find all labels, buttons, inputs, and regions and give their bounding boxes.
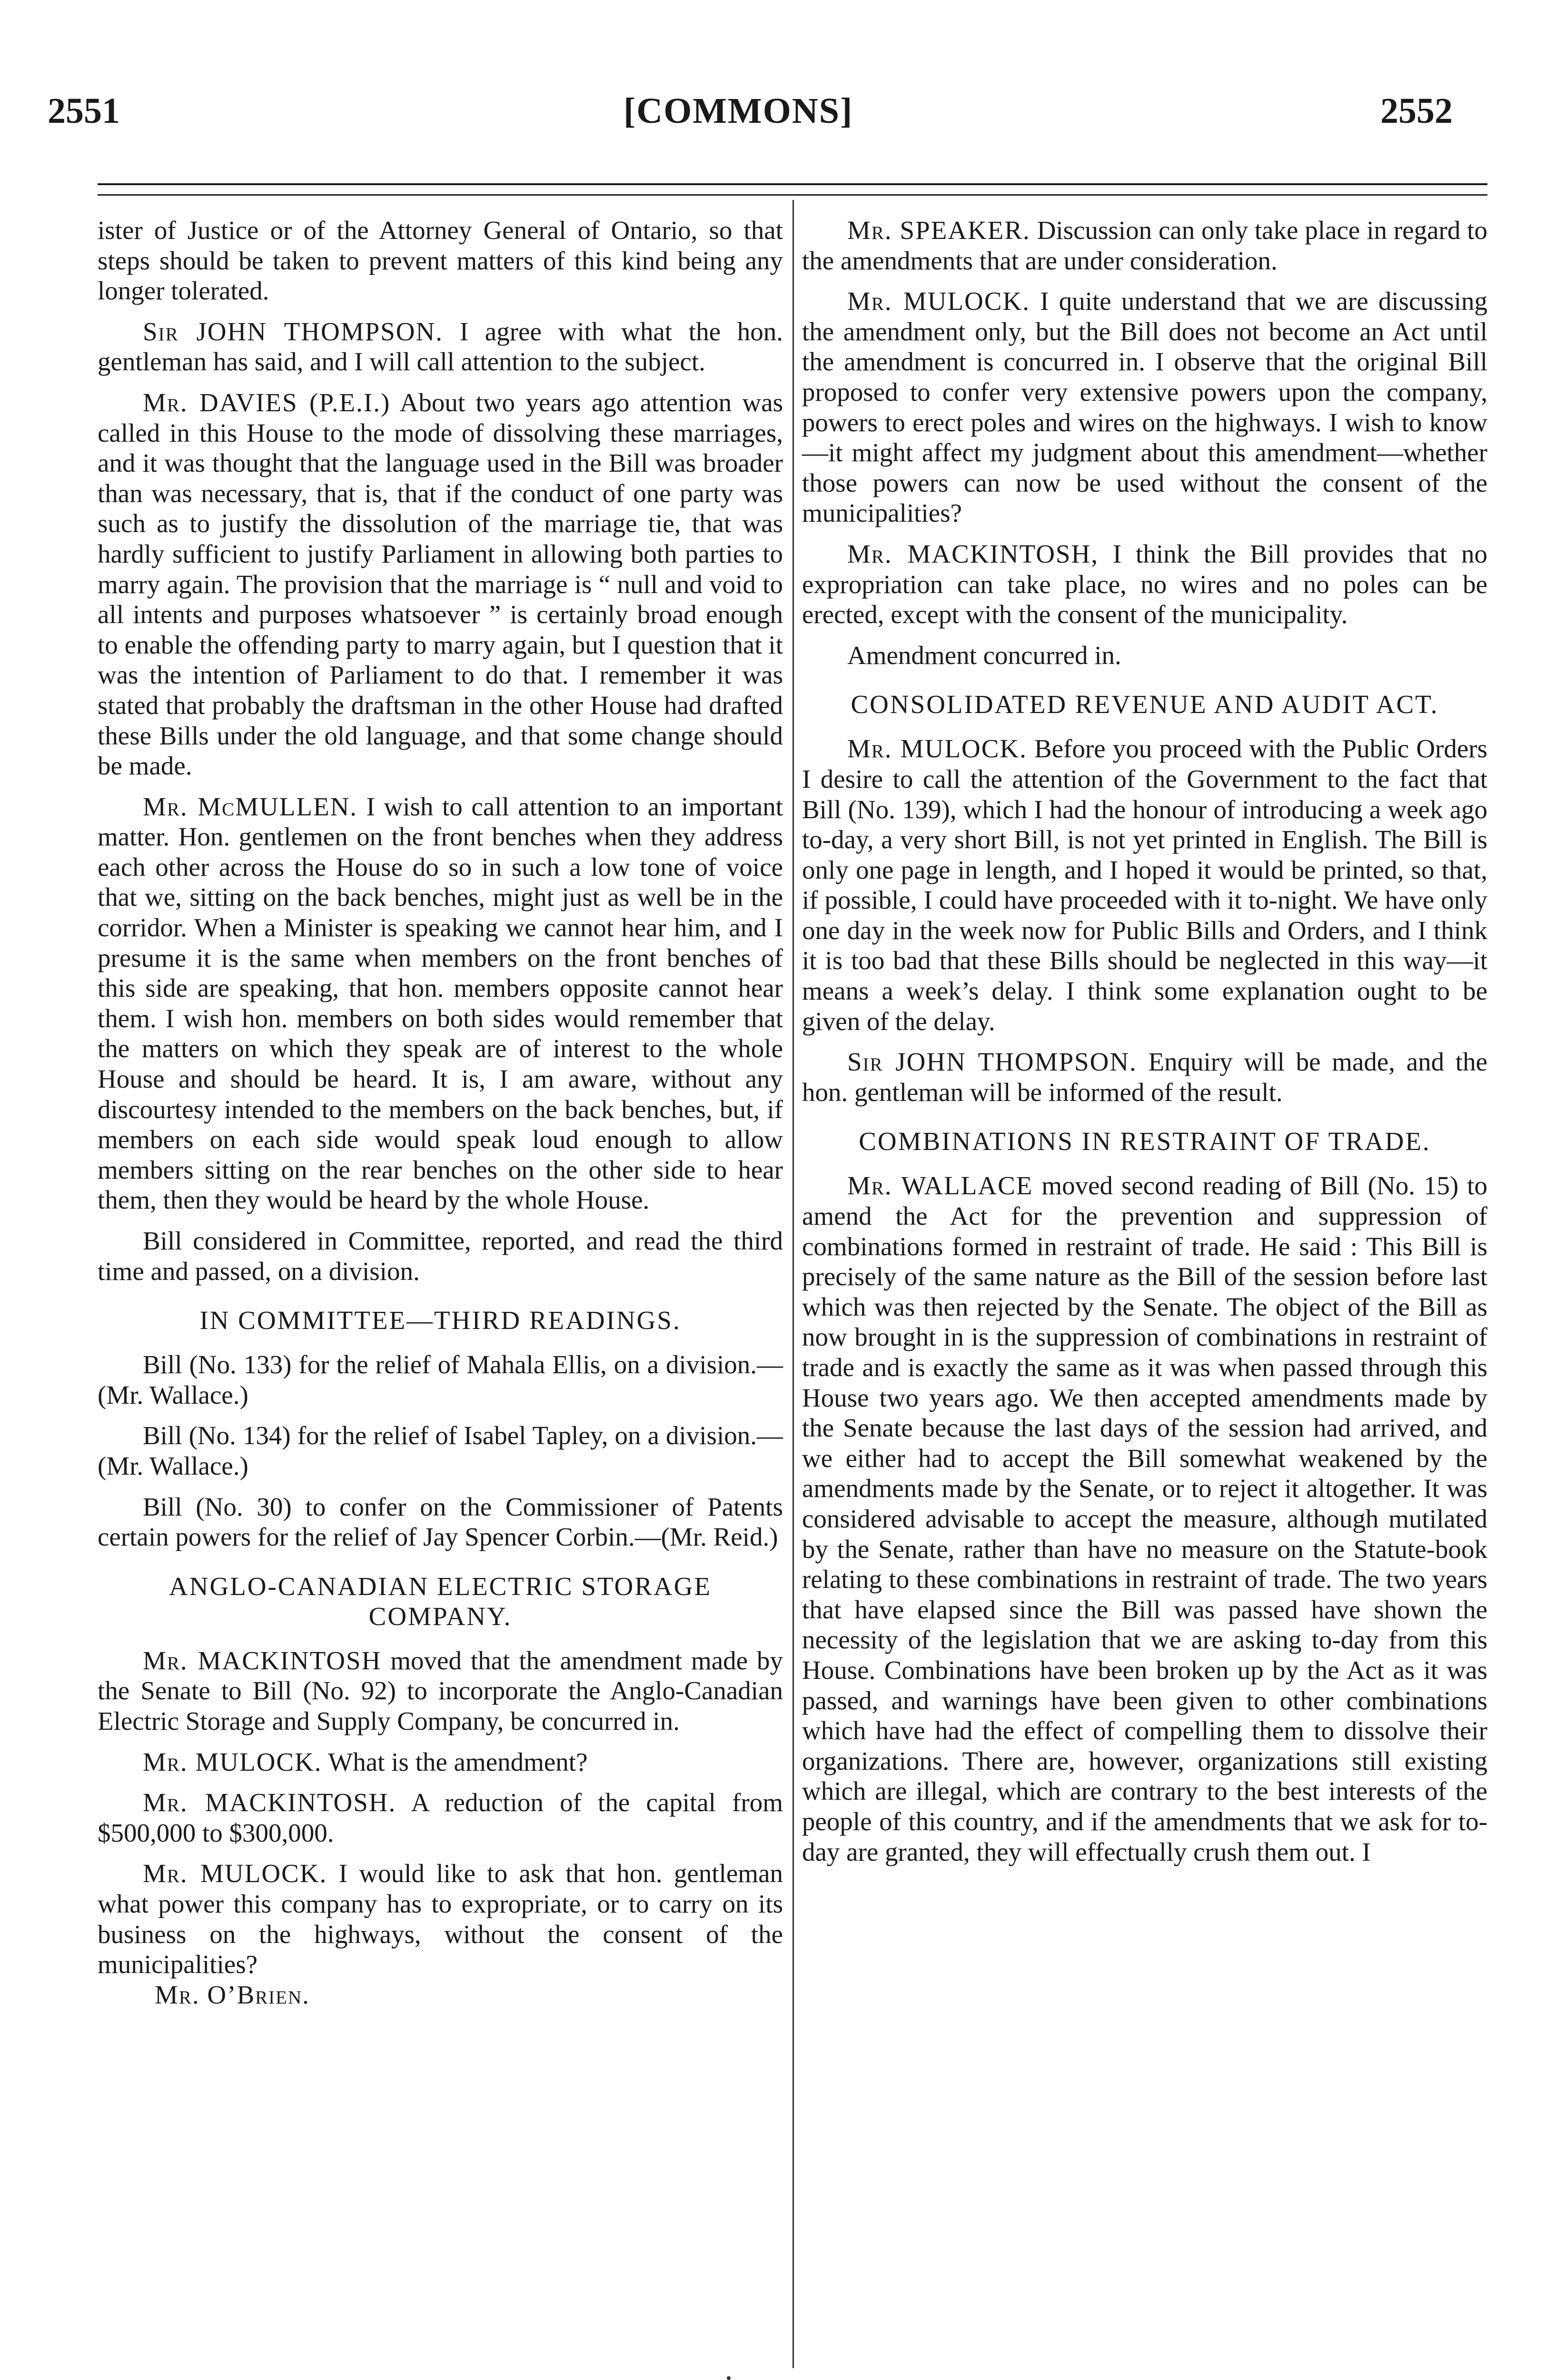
paragraph-text: What is the amendment? — [328, 1747, 588, 1776]
paragraph — [98, 1787, 783, 1848]
right-column — [802, 215, 1487, 1877]
paragraph — [802, 1047, 1487, 1107]
paragraph-text: ister of Justice or of the Attorney General of Ontario, so that steps should be taken to prevent matters of this kind being any longer tolerated. — [98, 216, 783, 306]
paragraph-text: I agree with what the hon. gentleman has said, and I will call attention to the subject. — [98, 317, 783, 377]
speaker-name: Sir JOHN THOMPSON. — [143, 317, 443, 346]
paragraph — [802, 215, 1487, 276]
paragraph-text: I wish to call attention to an important matter. Hon. gentlemen on the front benches when they address each other across the House do so in such a low tone of voice that we, sitting on the back benches, might just as well be in the corridor. When a Minister is speaking we cannot hear him, and I presume it is the same when members on the front benches of this side are speaking, that hon. members opposite cannot hear them. I wish hon. members on both sides would remember that the matters on which they speak are of interest to the whole House and should be heard. It is, I am aware, without any discourtesy intended to the members on the back benches, but, if members on each side would speak loud enough to allow members sitting on the rear benches on the other side to hear them, then they would be heard by the whole House. — [98, 792, 783, 1215]
paragraph-text: Discussion can only take place in regard to the amendments that are under consideration. — [802, 216, 1487, 275]
paragraph — [98, 317, 783, 377]
speaker-name: Mr. MULOCK. — [143, 1747, 322, 1776]
paragraph-text: Bill considered in Committee, reported, and read the third time and passed, on a division. — [98, 1226, 783, 1286]
section-heading: CONSOLIDATED REVENUE AND AUDIT ACT. — [851, 690, 1439, 719]
speaker-name: Mr. SPEAKER. — [847, 216, 1030, 245]
paragraph — [802, 1170, 1487, 1867]
speaker-name: Mr. McMULLEN. — [143, 792, 358, 821]
paragraph-text: Enquiry will be made, and the hon. gentleman will be informed of the result. — [802, 1047, 1488, 1107]
paragraph — [98, 215, 783, 306]
paragraph-text: I think the Bill provides that no expropriation can take place, no wires and no poles can be erected, except with the consent of the municipality. — [802, 539, 1488, 629]
paragraph-text: I would like to ask that hon. gentleman what power this company has to expropriate, or to carry on its business on the highways, without the consent of the municipalities? — [98, 1859, 783, 1979]
paragraph-text: Before you proceed with the Public Orders I desire to call the attention of the Government to the fact that Bill (No. 139), which I had the honour of introducing a week ago to-day, a very short Bill, is not yet printed in English. The Bill is only one page in length, and I hoped it would be printed, so that, if possible, I could have proceeded with it to-night. We have only one day in the week now for Public Bills and Orders, and I think it is too bad that these Bills should be neglected in this way—it means a week’s delay. I think some explanation ought to be given of the delay. — [802, 734, 1488, 1036]
header-rule-bottom — [98, 194, 1487, 196]
paragraph — [98, 1349, 783, 1410]
paragraph — [98, 1747, 783, 1777]
paragraph-text: Bill (No. 30) to confer on the Commissioner of Patents certain powers for the relief of Jay Spencer Corbin.—(Mr. Reid.) — [98, 1492, 783, 1552]
catchword — [98, 1980, 783, 2010]
paragraph-text: Amendment concurred in. — [847, 640, 1121, 670]
page-number-left: 2551 — [48, 91, 120, 131]
paragraph-text: moved second reading of Bill (No. 15) to amend the Act for the prevention and suppression of combinations formed in restraint of trade. He said : This Bill is precisely of the same nature as the Bill of the session before last which was then rejected by the Senate. The object of the Bill as now brought in is the suppression of combinations in restraint of trade and is exactly the same as it was when passed through this House two years ago. We then accepted amendments made by the Senate because the last days of the session had arrived, and we either had to accept the Bill somewhat weakened by the amendments made by the Senate, or to reject it altogether. It was considered advisable to accept the measure, although mutilated by the Senate, rather than have no measure on the Statute-book relating to these combinations in restraint of trade. The two years that have elapsed since the Bill was passed have shown the necessity of the legislation that we are asking to-day from this House. Combinations have been broken up by the Act as it was passed, and warnings have been given to other combinations which have had the effect of compelling them to dissolve their organizations. There are, however, organizations still existing which are illegal, which are contrary to the best interests of the people of this country, and if the amendments that we ask for to-day are granted, they will effectually crush them out. I — [802, 1171, 1488, 1866]
section-heading: COMBINATIONS IN RESTRAINT OF TRADE. — [859, 1127, 1431, 1156]
section-heading: IN COMMITTEE—THIRD READINGS. — [199, 1306, 681, 1335]
paragraph-text: About two years ago attention was called in this House to the mode of dissolving these marriages, and it was thought that the language used in the Bill was broader than was necessary, that is, that if the conduct of one party was such as to justify the dissolution of the marriage tie, that was hardly sufficient to justify Parliament in allowing both parties to marry again. The provision that the marriage is “ null and void to all intents and purposes whatsoever ” is certainly broad enough to enable the offending party to marry again, but I question that it was the intention of Parliament to do that. I remember it was stated that probably the draftsman in the other House had drafted these Bills under the old language, and that some change should be made. — [98, 387, 783, 781]
paragraph — [98, 1226, 783, 1286]
left-column — [98, 215, 783, 2020]
paragraph — [802, 539, 1487, 630]
paragraph-text: A reduction of the capital from $500,000 to $300,000. — [98, 1788, 783, 1847]
paragraph — [98, 1420, 783, 1481]
paragraph — [98, 1858, 783, 1979]
speaker-name: Mr. MULOCK. — [847, 734, 1027, 764]
paragraph — [98, 1492, 783, 1552]
speaker-name: Mr. MULOCK. — [847, 287, 1030, 316]
speaker-name: Mr. MACKINTOSH. — [143, 1788, 396, 1817]
paragraph — [802, 286, 1487, 528]
catchword-text: Mr. O’Brien. — [155, 1980, 310, 2009]
page-number-right: 2552 — [1380, 91, 1453, 131]
section-heading: ANGLO-CANADIAN ELECTRIC STORAGE COMPANY. — [169, 1571, 712, 1631]
speaker-name: Sir JOHN THOMPSON. — [847, 1047, 1137, 1077]
column-divider — [792, 200, 794, 2368]
speaker-name: Mr. MACKINTOSH — [143, 1646, 382, 1675]
header-rule-top — [98, 183, 1487, 185]
paragraph-text: Bill (No. 134) for the relief of Isabel Tapley, on a division.—(Mr. Wallace.) — [98, 1421, 783, 1480]
speaker-name: Mr. DAVIES (P.E.I.) — [143, 387, 391, 417]
paragraph — [802, 734, 1487, 1036]
running-head: [COMMONS] — [624, 91, 853, 131]
paragraph — [98, 1646, 783, 1736]
printer-mark — [727, 2376, 731, 2380]
speaker-name: Mr. MACKINTOSH, — [847, 539, 1099, 568]
paragraph-text: Bill (No. 133) for the relief of Mahala Ellis, on a division.—(Mr. Wallace.) — [98, 1350, 783, 1409]
paragraph-text: I quite understand that we are discussing the amendment only, but the Bill does not become an Act until the amendment is concurred in. I observe that the original Bill proposed to confer very extensive powers upon the company, powers to erect poles and wires on the highways. I wish to know—it might affect my judgment about this amendment—whether those powers can now be used without the consent of the municipalities? — [802, 287, 1488, 528]
paragraph-text: moved that the amendment made by the Senate to Bill (No. 92) to incorporate the Anglo-Canadian Electric Storage and Supply Company, be concurred in. — [98, 1646, 783, 1735]
paragraph — [98, 387, 783, 781]
paragraph — [802, 640, 1487, 671]
paragraph — [98, 792, 783, 1215]
speaker-name: Mr. MULOCK. — [143, 1859, 327, 1888]
speaker-name: Mr. WALLACE — [847, 1171, 1033, 1200]
